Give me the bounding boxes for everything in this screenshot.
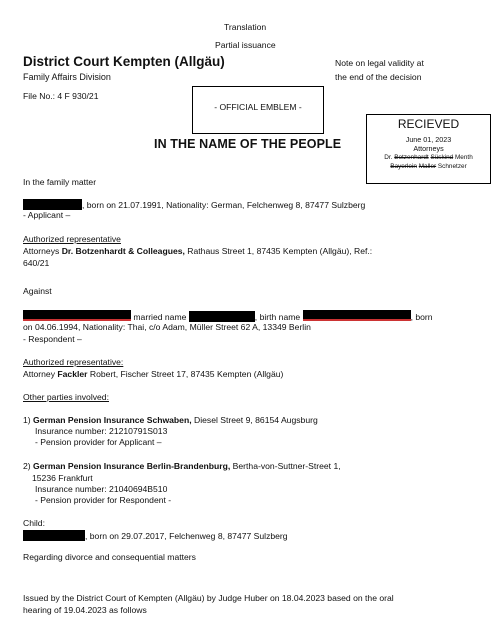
applicant-line: [23, 199, 365, 211]
party2-address: Bertha-von-Suttner-Street 1,: [232, 461, 341, 471]
party1-name: German Pension Insurance Schwaben,: [33, 415, 192, 425]
auth-rep-name: Dr. Botzenhardt & Colleagues,: [61, 246, 185, 256]
stamp-name-schnetzer: Schnetzer: [437, 163, 467, 170]
party1-insurance: Insurance number: 21210791S013: [35, 426, 168, 436]
auth-rep2-name: Fackler: [57, 369, 88, 379]
party1-address: Diesel Street 9, 86154 Augsburg: [194, 415, 318, 425]
party2-city: 15236 Frankfurt: [32, 473, 93, 483]
other-parties-label: Other parties involved:: [23, 392, 109, 402]
page-title: IN THE NAME OF THE PEOPLE: [154, 137, 342, 151]
stamp-name-bayerlein: Bayerlein: [390, 163, 417, 170]
auth-rep-prefix: Attorneys: [23, 246, 60, 256]
regarding-line: Regarding divorce and consequential matters: [23, 552, 196, 562]
partial-issuance-label: Partial issuance: [215, 40, 276, 50]
division-name: Family Affairs Division: [23, 72, 111, 82]
party2-role: - Pension provider for Respondent -: [35, 495, 172, 505]
stamp-name-menth: Menth: [454, 154, 473, 161]
redacted-respondent-name: [23, 310, 131, 321]
respondent-role: - Respondent –: [23, 334, 82, 344]
stamp-names-line1: [367, 153, 490, 162]
applicant-details: , born on 21.07.1991, Nationality: German, Felchenweg 8, 87477 Sulzberg: [82, 200, 366, 210]
auth-rep2-prefix: Attorney: [23, 369, 56, 379]
issued-line2: hearing of 19.04.2023 as follows: [23, 605, 147, 615]
applicant-role: - Applicant –: [23, 210, 71, 220]
against-label: Against: [23, 286, 52, 296]
validity-note-line1: Note on legal validity at: [335, 58, 424, 68]
auth-rep-label: Authorized representative: [23, 234, 121, 244]
child-line: [23, 530, 288, 542]
party2-insurance: Insurance number: 21040694B510: [35, 484, 168, 494]
redacted-applicant-name: [23, 199, 82, 210]
party2-line: [23, 461, 341, 472]
child-details: , born on 29.07.2017, Felchenweg 8, 87477 Sulzberg: [85, 531, 288, 541]
child-label: Child:: [23, 518, 45, 528]
party1-role: - Pension provider for Applicant –: [35, 437, 162, 447]
resp-born-label: , born: [410, 312, 433, 322]
party2-name: German Pension Insurance Berlin-Brandenburg,: [33, 461, 231, 471]
official-emblem-text: - OFFICIAL EMBLEM -: [214, 102, 302, 112]
party1-number: 1): [23, 415, 31, 425]
resp-married-label: married name: [133, 312, 187, 322]
stamp-date: June 01, 2023: [405, 135, 452, 144]
redacted-married-name: [189, 311, 255, 322]
auth-rep-ref: 640/21: [23, 258, 50, 268]
redacted-birth-name: [303, 310, 411, 321]
resp-birth-label: , birth name: [254, 312, 301, 322]
respondent-line2: on 04.06.1994, Nationality: Thai, c/o Adam, Müller Street 62 A, 13349 Berlin: [23, 322, 311, 332]
stamp-name-suskind: Süskind: [430, 154, 454, 161]
intro-line: In the family matter: [23, 177, 97, 187]
validity-note-line2: the end of the decision: [335, 72, 422, 82]
official-emblem-box: [192, 86, 324, 134]
party2-number: 2): [23, 461, 31, 471]
translation-label: Translation: [224, 22, 267, 32]
stamp-name-botzenhardt: Botzenhardt: [394, 154, 429, 161]
stamp-names-line2: [367, 162, 490, 171]
auth-rep-line: [23, 246, 372, 257]
stamp-name-maller: Maller: [418, 163, 437, 170]
file-number: File No.: 4 F 930/21: [23, 91, 99, 101]
party1-line: [23, 415, 318, 426]
stamp-attorneys: Attorneys: [413, 144, 444, 153]
auth-rep2-address: Robert, Fischer Street 17, 87435 Kempten (Allgäu): [89, 369, 284, 379]
court-name: District Court Kempten (Allgäu): [23, 54, 225, 69]
redacted-child-name: [23, 530, 85, 541]
auth-rep2-label: Authorized representative:: [23, 357, 124, 367]
auth-rep-address: Rathaus Street 1, 87435 Kempten (Allgäu), Ref.:: [187, 246, 373, 256]
received-stamp: [366, 114, 491, 184]
stamp-prefix: Dr.: [384, 154, 393, 161]
auth-rep2-line: [23, 369, 283, 380]
stamp-title: RECIEVED: [397, 117, 460, 131]
issued-line1: Issued by the District Court of Kempten (Allgäu) by Judge Huber on 18.04.2023 based on the oral: [23, 593, 394, 603]
